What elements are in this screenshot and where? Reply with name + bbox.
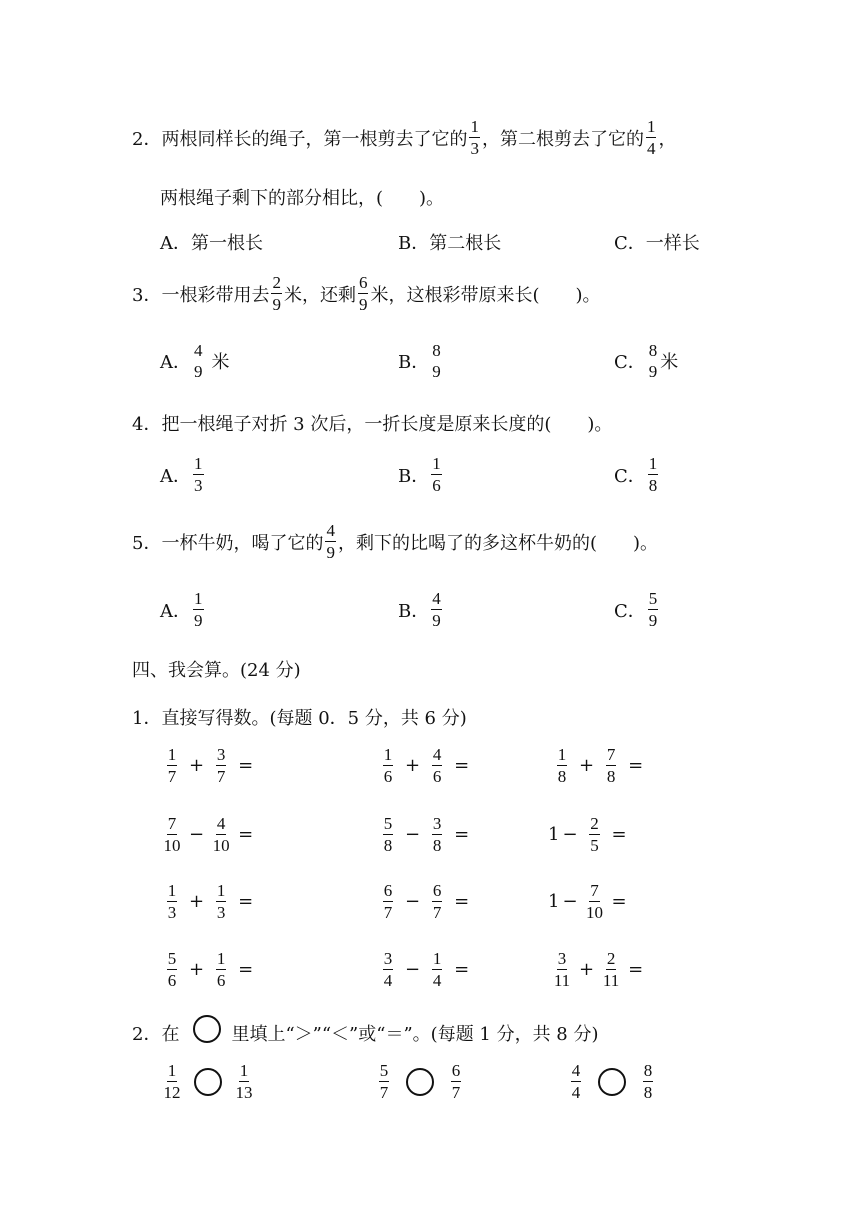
q2-line2: 两根绳子剩下的部分相比，( )。 — [160, 188, 445, 209]
calc-term-b: $\frac{6}{7}$ — [432, 881, 442, 922]
calc-term-b: $\frac{3}{8}$ — [432, 814, 442, 855]
q3-option-a-fraction: 4 9 — [194, 341, 203, 381]
calc-term-a: 1 — [548, 824, 560, 845]
compare-item — [370, 1062, 470, 1101]
calc-term-a: $\frac{6}{7}$ — [383, 881, 393, 922]
q4-option-b[interactable]: B． $\frac{1}{6}$ — [398, 454, 441, 495]
calc-operator: − — [405, 824, 421, 845]
q2-fraction-b: $\frac{1}{4}$ — [646, 117, 656, 158]
compare-item — [562, 1062, 662, 1101]
q2-text-b: ，第二根剪去了它的 — [481, 128, 644, 150]
calc-operator: − — [562, 891, 578, 912]
q3-line — [132, 274, 601, 313]
q3-fraction-b: $\frac{6}{9}$ — [358, 273, 368, 314]
q3-text-c: 米，这根彩带原来长( )。 — [370, 284, 601, 306]
calc-term-a: $\frac{3}{4}$ — [383, 949, 393, 990]
q3-option-a[interactable]: A． 4 9 米 — [160, 341, 230, 381]
calc-term-a: $\frac{1}{6}$ — [383, 745, 393, 786]
q5-option-b[interactable]: B． $\frac{4}{9}$ — [398, 589, 441, 630]
q5-option-b-fraction: $\frac{4}{9}$ — [432, 589, 441, 630]
q2-line1 — [132, 118, 676, 157]
calc-operator: + — [189, 891, 205, 912]
answer-circle-icon[interactable] — [194, 1068, 222, 1096]
q4-option-c-fraction: $\frac{1}{8}$ — [648, 454, 658, 495]
calc-equals: = — [628, 959, 644, 980]
calc-term-b: $\frac{3}{7}$ — [216, 745, 226, 786]
q5-option-c-fraction: $\frac{5}{9}$ — [648, 589, 658, 630]
calc-item — [374, 746, 472, 785]
calc-operator: − — [405, 891, 421, 912]
calc-equals: = — [238, 755, 254, 776]
q3-option-c[interactable]: C． 8 9 米 — [614, 341, 679, 381]
calc-operator: + — [579, 755, 595, 776]
q3-text-b: 米，还剩 — [283, 284, 356, 306]
calc-item — [548, 882, 630, 921]
answer-circle-icon[interactable] — [598, 1068, 626, 1096]
compare-term-b: $\frac{1}{13}$ — [235, 1061, 253, 1102]
calc-item — [374, 882, 472, 921]
answer-circle-icon — [193, 1015, 221, 1043]
q3-number: 3． — [132, 284, 162, 306]
q4-option-b-fraction: $\frac{1}{6}$ — [432, 454, 441, 495]
q2-option-a[interactable]: A．第一根长 — [160, 233, 263, 254]
q4-option-a[interactable]: A． $\frac{1}{3}$ — [160, 454, 203, 495]
q2-number: 2． — [132, 128, 162, 150]
calc-item — [158, 882, 256, 921]
calc-item — [158, 950, 256, 989]
calc-equals: = — [238, 959, 254, 980]
q5-option-c[interactable]: C． $\frac{5}{9}$ — [614, 589, 658, 630]
q2-option-c[interactable]: C．一样长 — [614, 233, 700, 254]
q5-line — [132, 522, 658, 561]
calc-item — [374, 815, 472, 854]
calc-equals: = — [238, 824, 254, 845]
q4-text: 把一根绳子对折 3 次后，一折长度是原来长度的( )。 — [161, 414, 613, 435]
calc-term-a: $\frac{1}{8}$ — [557, 745, 567, 786]
q3-option-b-fraction: 8 9 — [432, 341, 441, 381]
calc-equals: = — [628, 755, 644, 776]
calc-term-b: $\frac{1}{4}$ — [432, 949, 442, 990]
compare2-title: 2．在 里填上“＞”“＜”或“＝”。(每题 1 分，共 8 分) — [132, 1015, 599, 1051]
calc-operator: + — [189, 755, 205, 776]
calc-item — [548, 950, 646, 989]
section4-title: 四、我会算。(24 分) — [132, 660, 301, 681]
q2-fraction-a: $\frac{1}{3}$ — [470, 117, 479, 158]
calc-equals: = — [454, 959, 470, 980]
q5-number: 5． — [132, 532, 162, 554]
q4-option-a-fraction: $\frac{1}{3}$ — [194, 454, 203, 495]
calc-term-b: $\frac{4}{6}$ — [432, 745, 442, 786]
compare-item — [158, 1062, 258, 1101]
answer-circle-icon[interactable] — [406, 1068, 434, 1096]
calc-equals: = — [238, 891, 254, 912]
q3-fraction-a: $\frac{2}{9}$ — [272, 273, 281, 314]
calc-equals: = — [611, 891, 627, 912]
calc-operator: − — [189, 824, 205, 845]
compare-term-a: $\frac{4}{4}$ — [571, 1061, 581, 1102]
calc-term-a: $\frac{1}{3}$ — [167, 881, 177, 922]
calc-term-a: $\frac{5}{6}$ — [167, 949, 177, 990]
calc-term-a: $\frac{3}{11}$ — [553, 949, 571, 990]
calc-term-b: $\frac{4}{10}$ — [212, 814, 230, 855]
q4-line — [132, 410, 612, 436]
q3-option-c-fraction: 8 9 — [648, 341, 658, 381]
q5-fraction-a: $\frac{4}{9}$ — [326, 521, 335, 562]
calc-term-a: $\frac{5}{8}$ — [383, 814, 393, 855]
compare-term-a: $\frac{5}{7}$ — [379, 1061, 389, 1102]
q4-option-c[interactable]: C． $\frac{1}{8}$ — [614, 454, 658, 495]
calc-term-b: $\frac{1}{6}$ — [216, 949, 226, 990]
calc-equals: = — [611, 824, 627, 845]
calc-item — [158, 746, 256, 785]
calc-operator: + — [405, 755, 421, 776]
q4-number: 4． — [132, 414, 162, 435]
calc-item — [548, 746, 646, 785]
calc-term-b: $\frac{2}{5}$ — [590, 814, 599, 855]
calc-equals: = — [454, 755, 470, 776]
compare-term-b: $\frac{6}{7}$ — [451, 1061, 461, 1102]
q5-text-a: 一杯牛奶，喝了它的 — [161, 532, 324, 554]
calc-term-b: $\frac{1}{3}$ — [216, 881, 226, 922]
q3-option-b[interactable]: B． 8 9 — [398, 341, 441, 381]
compare-term-b: $\frac{8}{8}$ — [643, 1061, 653, 1102]
calc1-title: 1．直接写得数。(每题 0．5 分，共 6 分) — [132, 708, 467, 729]
calc-operator: − — [562, 824, 578, 845]
calc-operator: + — [579, 959, 595, 980]
calc-term-a: 1 — [548, 891, 560, 912]
calc-item — [548, 815, 630, 854]
q3-text-a: 一根彩带用去 — [161, 284, 270, 306]
calc-term-b: $\frac{7}{8}$ — [606, 745, 616, 786]
calc-term-a: $\frac{7}{10}$ — [163, 814, 181, 855]
calc-equals: = — [454, 824, 470, 845]
q5-option-a[interactable]: A． $\frac{1}{9}$ — [160, 589, 203, 630]
q5-text-b: ，剩下的比喝了的多这杯牛奶的( )。 — [337, 532, 658, 554]
calc-term-b: $\frac{7}{10}$ — [586, 881, 604, 922]
calc-equals: = — [454, 891, 470, 912]
q2-text-a: 两根同样长的绳子，第一根剪去了它的 — [161, 128, 468, 150]
calc-item — [158, 815, 256, 854]
q2-option-b[interactable]: B．第二根长 — [398, 233, 502, 254]
calc-term-a: $\frac{1}{7}$ — [167, 745, 177, 786]
compare-term-a: $\frac{1}{12}$ — [163, 1061, 181, 1102]
q2-text-c: ， — [658, 128, 677, 150]
calc-term-b: $\frac{2}{11}$ — [602, 949, 620, 990]
q5-option-a-fraction: $\frac{1}{9}$ — [194, 589, 203, 630]
calc-operator: + — [189, 959, 205, 980]
calc-operator: − — [405, 959, 421, 980]
calc-item — [374, 950, 472, 989]
